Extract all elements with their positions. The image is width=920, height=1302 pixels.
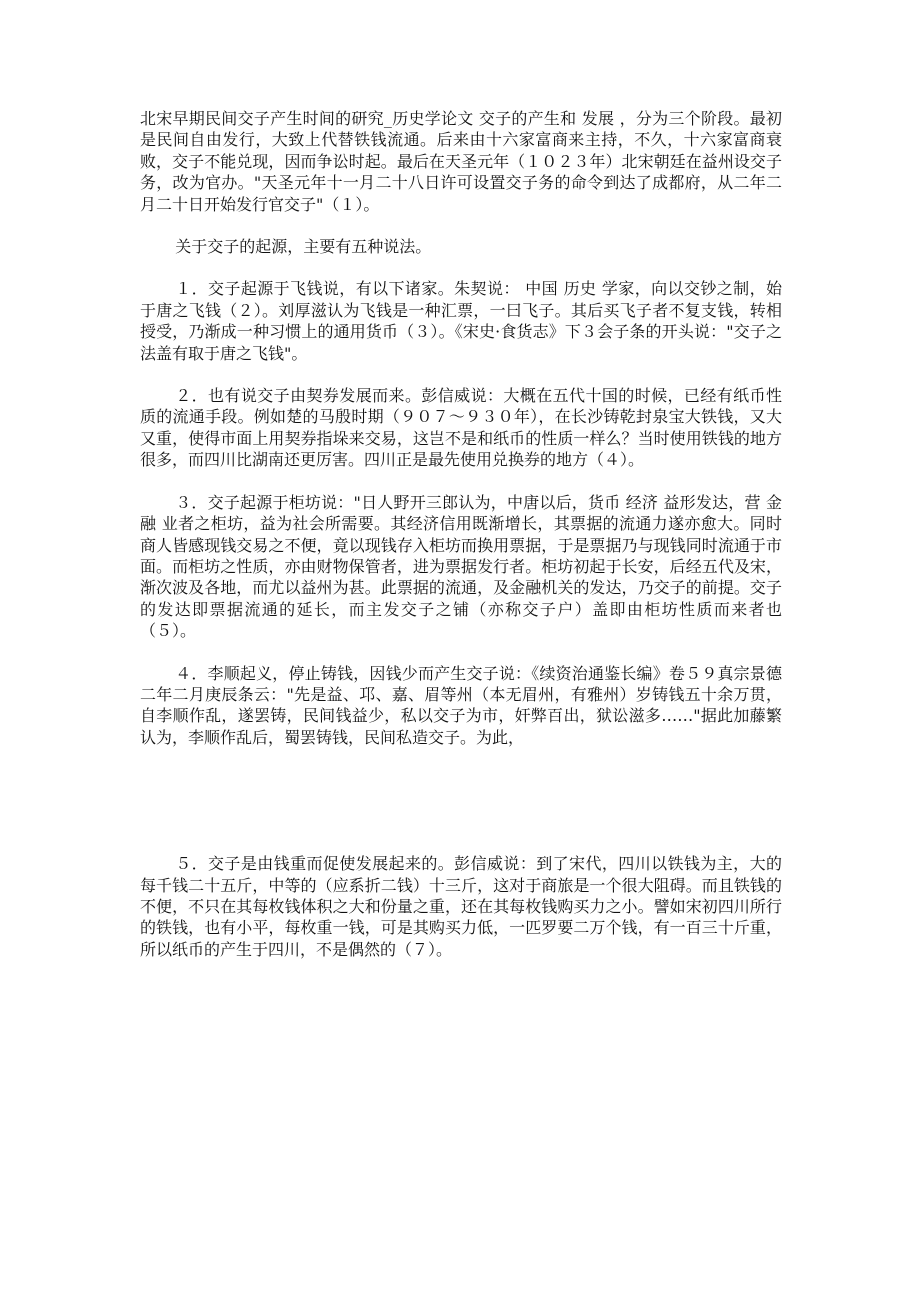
- paragraph-theory-3: ３．交子起源于柜坊说："日人野开三郎认为，中唐以后，货币 经济 益形发达，营 金融 业者之柜坊，益为社会所需要。其经济信用既渐增长，其票据的流通力遂亦愈大。同时商人皆感现钱交易之不便，竟以现钱存入柜坊而换用票据，于是票据乃与现钱同时流通于市面。而柜坊之性质，亦由财物保管者，进为票据发行者。柜坊初起于长安，后经五代及宋，渐次波及各地，而尤以益州为甚。此票据的流通，及金融机关的发达，乃交子的前提。交子的发达即票据流通的延长，而主发交子之铺（亦称交子户）盖即由柜坊性质而来者也（５）。: [140, 492, 782, 641]
- blank-gap: [140, 769, 782, 853]
- paragraph-theory-5: ５．交子是由钱重而促使发展起来的。彭信威说：到了宋代，四川以铁钱为主，大的每千钱二十五斤，中等的（应系折二钱）十三斤，这对于商旅是一个很大阻碍。而且铁钱的不便，不只在其每枚钱体积之大和份量之重，还在其每枚钱购买力之小。譬如宋初四川所行的铁钱，也有小平，每枚重一钱，可是其购买力低，一匹罗要二万个钱，有一百三十斤重，所以纸币的产生于四川，不是偶然的（７）。: [140, 854, 782, 959]
- paragraph-theory-4: ４．李顺起义，停止铸钱，因钱少而产生交子说：《续资治通鉴长编》卷５９真宗景德二年二月庚辰条云："先是益、邛、嘉、眉等州（本无眉州，有雅州）岁铸钱五十余万贯，自李顺作乱，遂罢铸，民间钱益少，私以交子为市，奸弊百出，狱讼滋多……"据此加藤繁认为，李顺作乱后，蜀罢铸钱，民间私造交子。为此，: [140, 663, 782, 747]
- paragraph-theory-2: ２．也有说交子由契券发展而来。彭信威说：大概在五代十国的时候，已经有纸币性质的流通手段。例如楚的马殷时期（９０７～９３０年），在长沙铸乾封泉宝大铁钱，又大又重，使得市面上用契券指垛来交易，这岂不是和纸币的性质一样么？当时使用铁钱的地方很多，而四川比湖南还更厉害。四川正是最先使用兑换券的地方（４）。: [140, 386, 782, 470]
- document-body: [140, 108, 782, 981]
- paragraph-theory-1: １．交子起源于飞钱说，有以下诸家。朱契说： 中国 历史 学家，向以交钞之制，始于唐之飞钱（２）。刘厚滋认为飞钱是一种汇票，一曰飞子。其后买飞子者不复支钱，转相授受，乃渐成一种习惯上的通用货币（３）。《宋史·食货志》下３会子条的开头说："交子之法盖有取于唐之飞钱"。: [140, 279, 782, 363]
- paragraph-intro: 北宋早期民间交子产生时间的研究_历史学论文 交子的产生和 发展 ，分为三个阶段。最初是民间自由发行，大致上代替铁钱流通。后来由十六家富商来主持，不久，十六家富商衰败，交子不能兑现，因而争讼时起。最后在天圣元年（１０２３年）北宋朝廷在益州设交子务，改为官办。"天圣元年十一月二十八日许可设置交子务的命令到达了成都府，从二年二月二十日开始发行官交子"（１）。: [140, 109, 782, 214]
- paragraph-five-theories: 关于交子的起源，主要有五种说法。: [175, 237, 432, 257]
